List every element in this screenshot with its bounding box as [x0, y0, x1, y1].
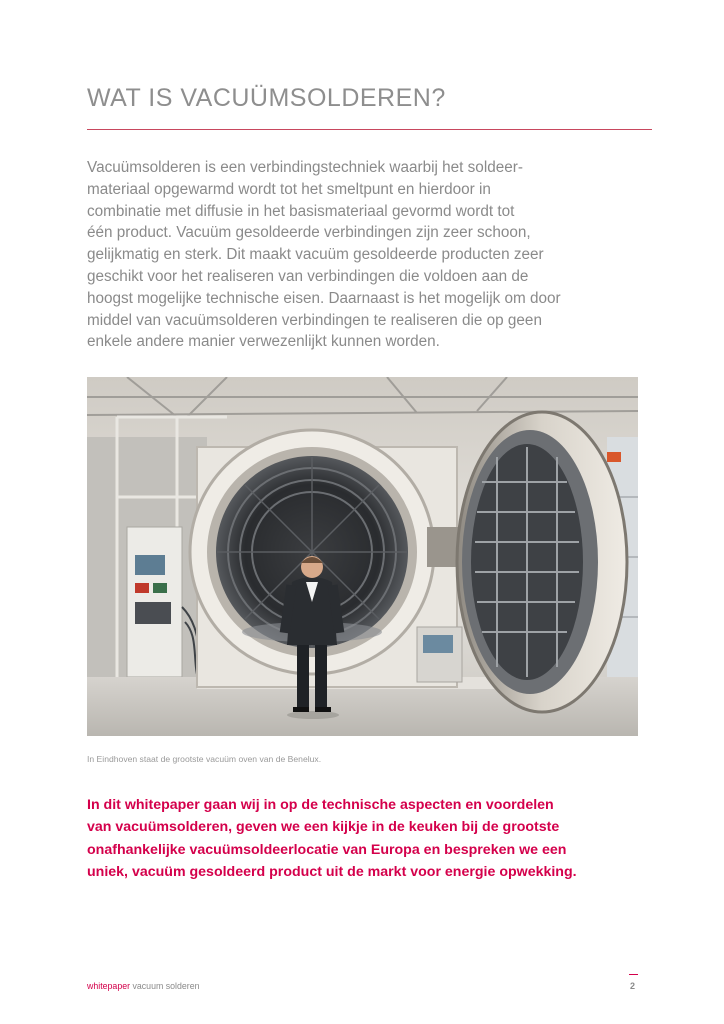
intro-line: enkele andere manier verwezenlijkt kunnen worden. [87, 333, 440, 351]
intro-line: Vacuümsolderen is een verbindingstechniek waarbij het soldeer- [87, 159, 523, 176]
intro-line: materiaal opgewarmd wordt tot het smeltpunt en hierdoor in [87, 180, 491, 198]
lead-line: van vacuümsolderen, geven we een kijkje in de keuken bij de grootste [87, 819, 560, 836]
intro-line: combinatie met diffusie in het basismateriaal gevormd wordt tot [87, 202, 515, 220]
vacuum-oven-photo [87, 377, 638, 736]
lead-line: uniek, vacuüm gesoldeerd product uit de markt voor energie opwekking. [87, 864, 577, 881]
photo-caption: In Eindhoven staat de grootste vacuüm oven van de Benelux. [87, 754, 322, 764]
footer-label [87, 981, 199, 991]
intro-line: hoogst mogelijke technische eisen. Daarnaast is het mogelijk om door [87, 289, 561, 307]
lead-line: onafhankelijke vacuümsoldeerlocatie van Europa en bespreken we een [87, 841, 567, 858]
intro-line: middel van vacuümsolderen verbindingen te realiseren die op geen [87, 311, 542, 329]
footer-divider [629, 974, 638, 975]
intro-line: één product. Vacuüm gesoldeerde verbindingen zijn zeer schoon, [87, 224, 531, 242]
footer-brand: whitepaper [87, 981, 131, 991]
lead-paragraph [87, 794, 652, 884]
intro-paragraph [87, 157, 652, 353]
footer-title: vacuum solderen [130, 981, 200, 991]
page-title: WAT IS VACUÜMSOLDEREN? [87, 84, 446, 112]
lead-line: In dit whitepaper gaan wij in op de technische aspecten en voordelen [87, 797, 554, 813]
intro-line: geschikt voor het realiseren van verbindingen die voldoen aan de [87, 267, 529, 285]
intro-line: gelijkmatig en sterk. Dit maakt vacuüm gesoldeerde producten zeer [87, 246, 544, 264]
page-number: 2 [630, 981, 636, 991]
title-divider [87, 129, 652, 130]
